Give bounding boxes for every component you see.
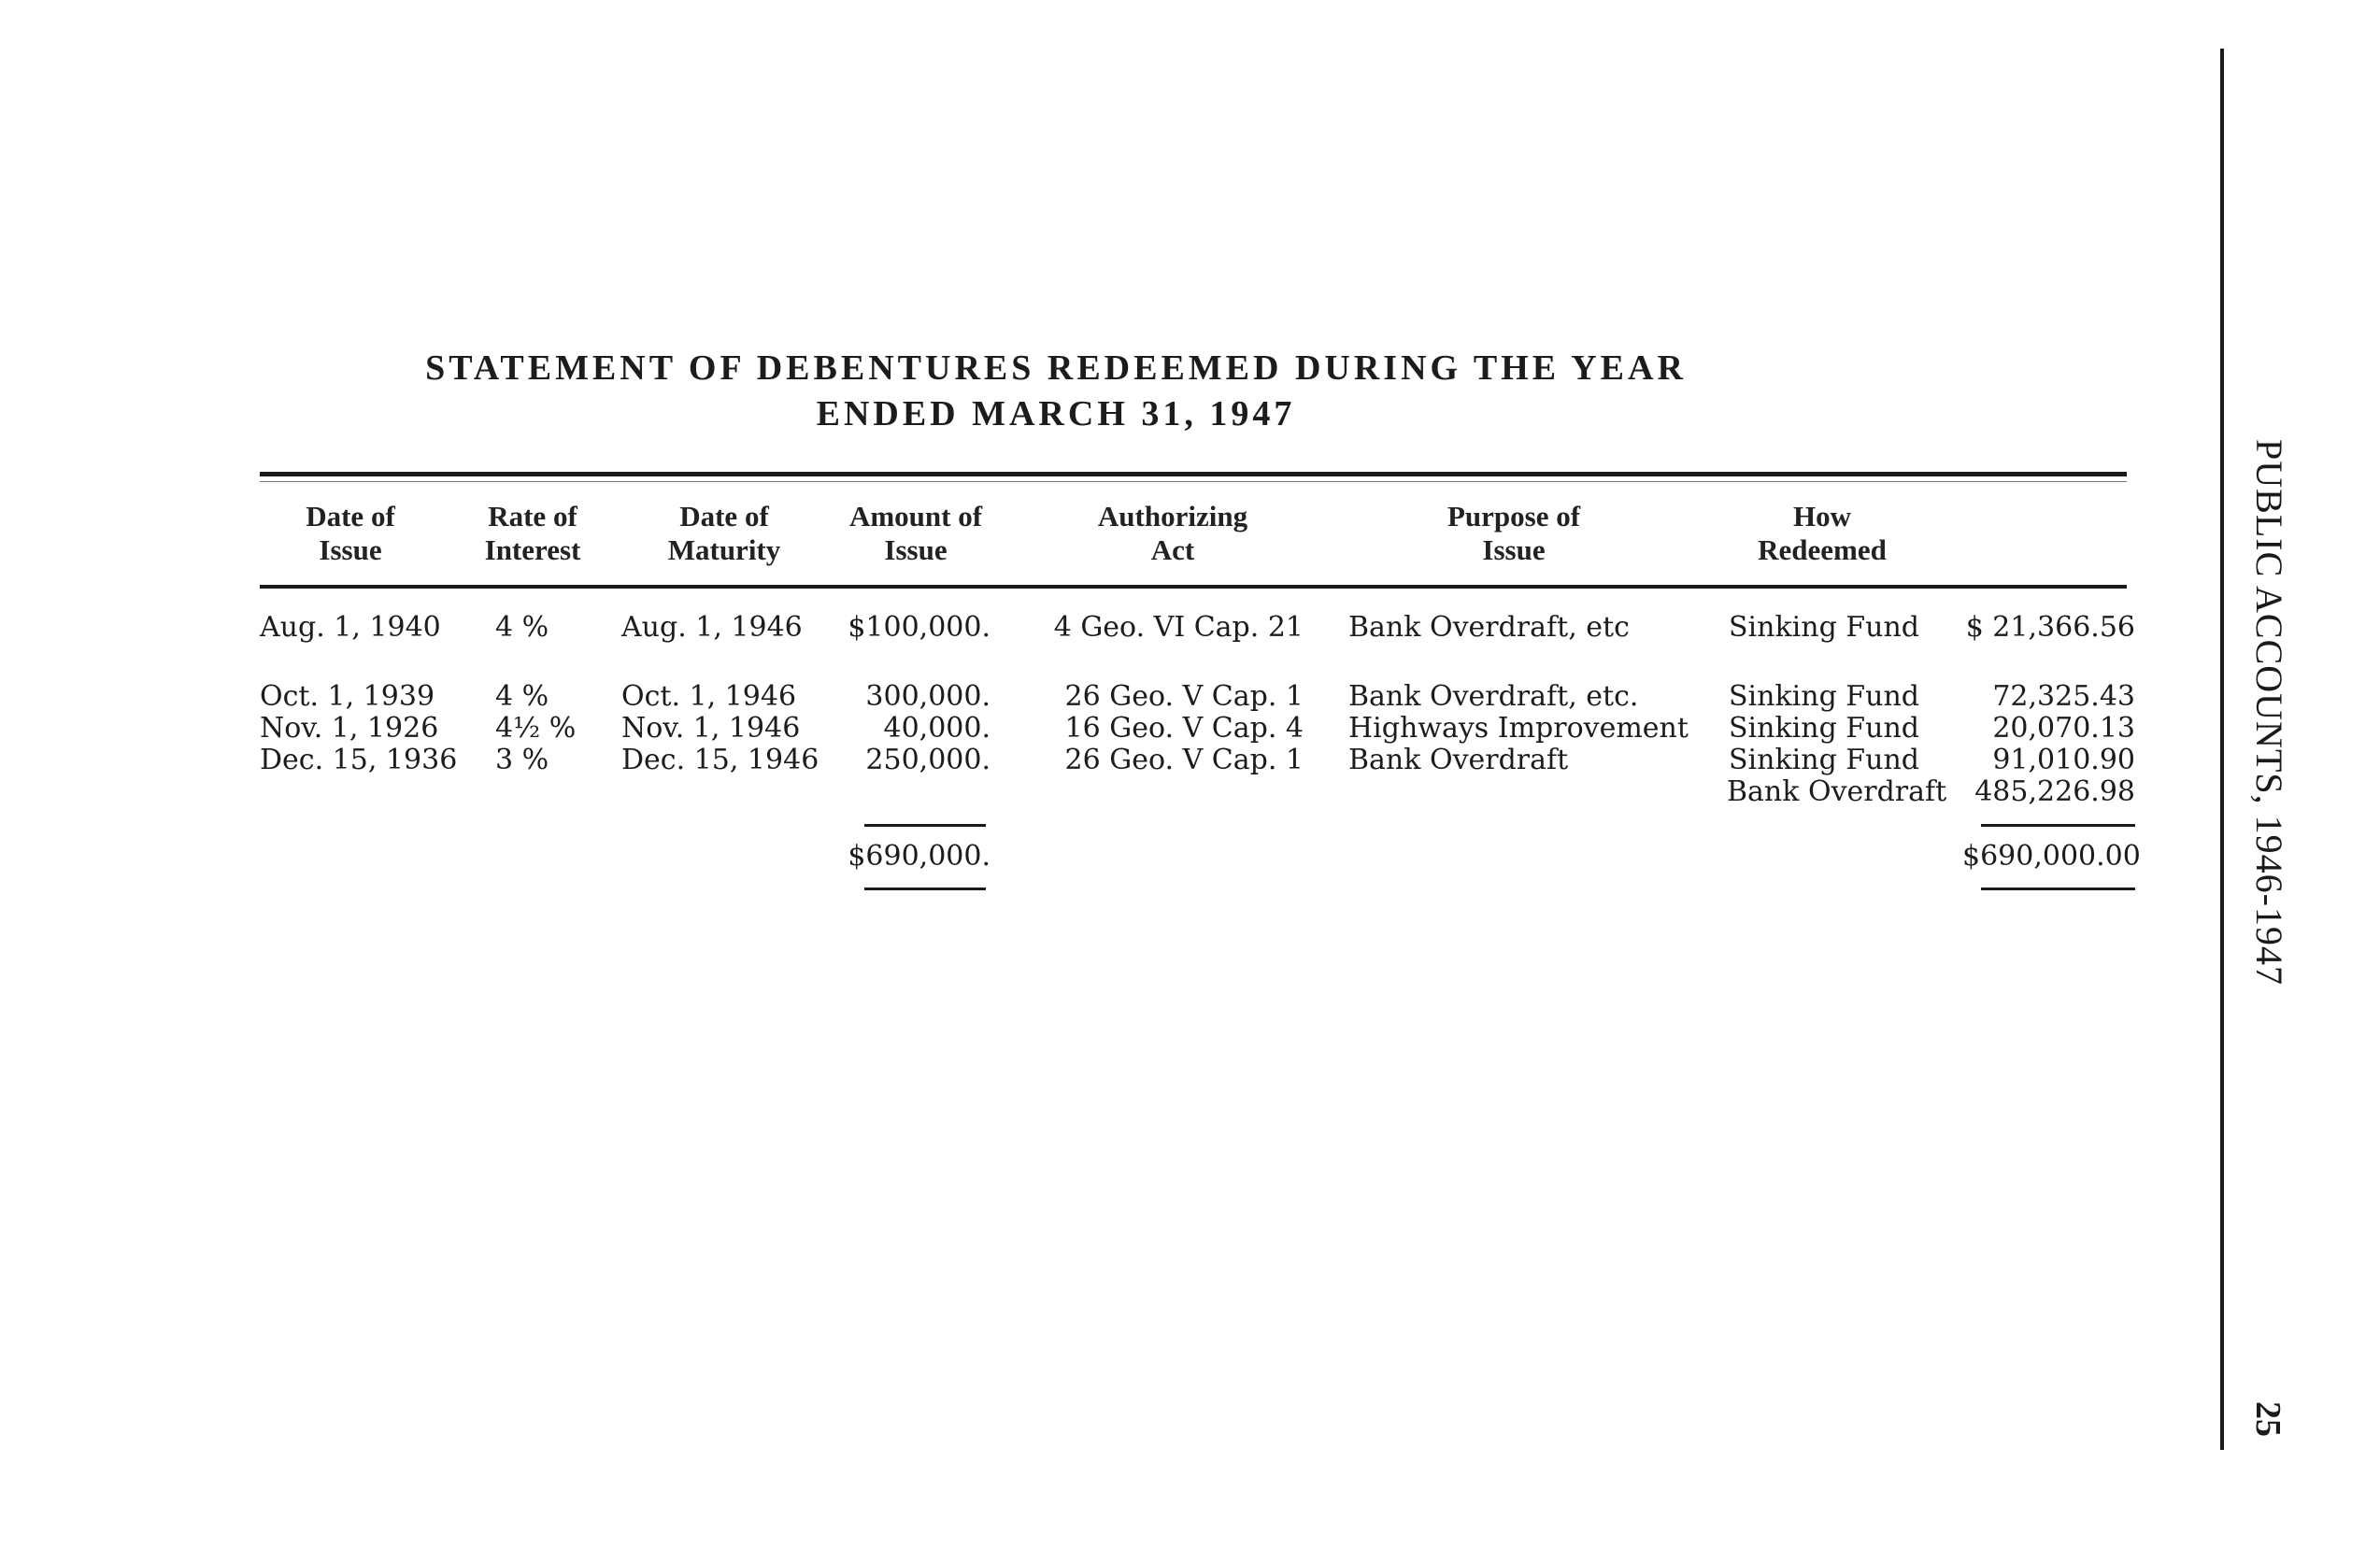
cell-date: Aug. 1, 1940 xyxy=(260,611,441,644)
margin-rule xyxy=(2220,49,2224,1450)
cell-date: Oct. 1, 1939 xyxy=(260,680,435,713)
cell-maturity: Dec. 15, 1946 xyxy=(621,744,819,776)
cell-rate: 4 % xyxy=(495,611,549,644)
cell-date: Nov. 1, 1926 xyxy=(260,712,439,745)
header-how-redeemed: How Redeemed xyxy=(1758,500,1887,566)
cell-amount: $100,000. xyxy=(848,611,990,644)
cell-maturity: Aug. 1, 1946 xyxy=(621,611,803,644)
cell-amount: 250,000. xyxy=(865,744,990,776)
cell-rate: 4 % xyxy=(495,680,549,713)
cell-act: 16 Geo. V Cap. 4 xyxy=(1064,712,1304,745)
header-date-of-issue: Date of Issue xyxy=(306,500,395,566)
cell-how-redeemed: Sinking Fund xyxy=(1729,744,1919,776)
cell-amount: 300,000. xyxy=(865,680,990,713)
cell-purpose: Bank Overdraft, etc. xyxy=(1348,680,1639,713)
side-running-title: PUBLIC ACCOUNTS, 1946-1947 xyxy=(2248,439,2290,986)
header-rate-of-interest: Rate of Interest xyxy=(484,500,581,566)
cell-act: 26 Geo. V Cap. 1 xyxy=(1064,744,1304,776)
header-purpose-of-issue: Purpose of Issue xyxy=(1447,500,1581,566)
title-line-1: STATEMENT OF DEBENTURES REDEEMED DURING THE YEAR xyxy=(425,348,1687,388)
header-authorizing-act: Authorizing Act xyxy=(1097,500,1248,566)
total-value: $690,000.00 xyxy=(1962,840,2141,873)
top-rule-thin xyxy=(260,481,2127,482)
header-amount-of-issue: Amount of Issue xyxy=(848,500,983,566)
cell-date: Dec. 15, 1936 xyxy=(260,744,458,776)
cell-value: 91,010.90 xyxy=(1992,744,2135,776)
cell-how-redeemed: Sinking Fund xyxy=(1729,611,1919,644)
cell-value: $ 21,366.56 xyxy=(1965,611,2135,644)
cell-value: 72,325.43 xyxy=(1992,680,2135,713)
cell-value: 20,070.13 xyxy=(1992,712,2135,745)
cell-how-redeemed: Sinking Fund xyxy=(1729,712,1919,745)
cell-maturity: Nov. 1, 1946 xyxy=(621,712,801,745)
cell-maturity: Oct. 1, 1946 xyxy=(621,680,797,713)
cell-act: 26 Geo. V Cap. 1 xyxy=(1064,680,1304,713)
cell-purpose: Highways Improvement xyxy=(1348,712,1689,745)
amount-total-rule-top xyxy=(864,824,986,827)
amount-total-rule-bottom xyxy=(864,888,986,890)
page-number: 25 xyxy=(2248,1401,2287,1437)
title-line-2: ENDED MARCH 31, 1947 xyxy=(816,394,1296,433)
cell-value: 485,226.98 xyxy=(1974,775,2135,808)
cell-rate: 3 % xyxy=(495,744,549,776)
cell-purpose: Bank Overdraft, etc xyxy=(1348,611,1630,644)
cell-act: 4 Geo. VI Cap. 21 xyxy=(1053,611,1304,644)
value-total-rule-bottom xyxy=(1981,888,2135,890)
cell-purpose: Bank Overdraft xyxy=(1348,744,1569,776)
header-date-of-maturity: Date of Maturity xyxy=(667,500,781,566)
top-rule xyxy=(260,472,2127,476)
cell-amount: 40,000. xyxy=(883,712,990,745)
cell-how-redeemed: Sinking Fund xyxy=(1729,680,1919,713)
cell-how-redeemed: Bank Overdraft xyxy=(1727,775,1947,808)
total-amount: $690,000. xyxy=(848,840,990,873)
cell-rate: 4½ % xyxy=(495,712,577,745)
header-rule xyxy=(260,585,2127,589)
value-total-rule-top xyxy=(1981,824,2135,827)
